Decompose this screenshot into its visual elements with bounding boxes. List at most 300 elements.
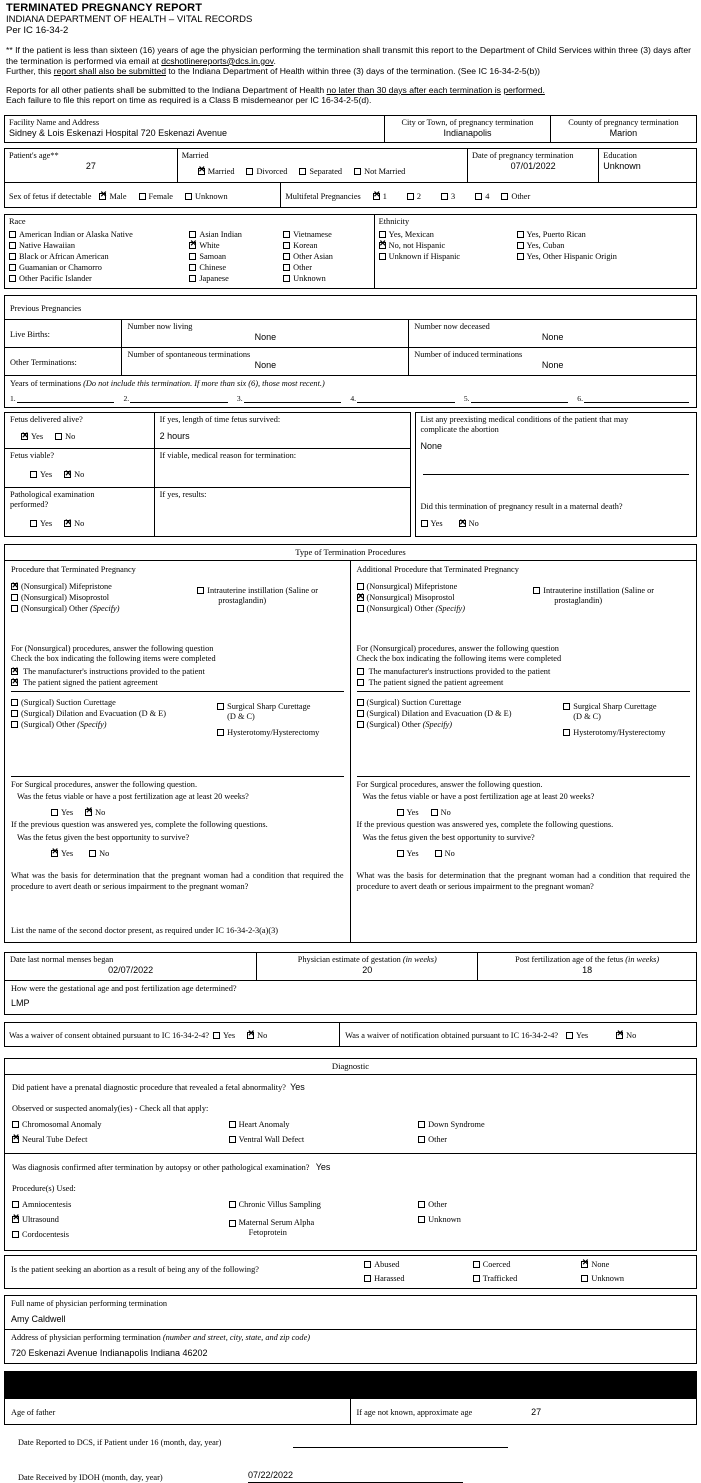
ethnicity-option-2-label: Unknown if Hispanic [388, 251, 461, 261]
left-nonsurg-2-label: (Nonsurgical) Other [21, 604, 88, 614]
left-nonsurg-1-label: (Nonsurgical) Misoprostol [21, 593, 110, 603]
sex-option-1[interactable] [139, 191, 173, 202]
left-nonsurg-0[interactable] [11, 581, 197, 592]
dcs-date-value[interactable] [293, 1438, 508, 1448]
waiver-notification-yes[interactable] [566, 1030, 588, 1041]
multifetal-option-0[interactable] [373, 191, 387, 202]
fetus-delivered-yes[interactable] [21, 431, 43, 442]
race-option-5-label: Asian Indian [199, 229, 242, 239]
checkbox-icon[interactable] [364, 1261, 371, 1268]
years-input-1[interactable] [130, 394, 228, 403]
checkbox-icon[interactable] [229, 1136, 236, 1143]
patho-results-cell[interactable] [155, 488, 410, 536]
checkbox-icon[interactable] [217, 703, 224, 710]
checkbox-icon[interactable] [85, 809, 92, 816]
fetus-viable-options [10, 464, 149, 482]
left-nonsurg-item-0[interactable] [11, 666, 344, 677]
checkbox-icon[interactable] [189, 253, 196, 260]
right-surg-q2-yes[interactable] [397, 848, 419, 859]
right-surg-q1-yes[interactable] [397, 807, 419, 818]
marital-option-3[interactable] [354, 166, 405, 177]
maternal-death-yes[interactable] [421, 518, 443, 529]
proc-cordocentesis[interactable] [12, 1229, 229, 1240]
waiver-consent-yes[interactable] [213, 1030, 235, 1041]
proc-ultrasound-label: Ultrasound [22, 1214, 59, 1224]
checkbox-icon[interactable] [9, 264, 16, 271]
checkbox-icon[interactable] [11, 594, 18, 601]
live-births-label-cell [5, 320, 122, 347]
right-intrauterine-block [533, 581, 690, 614]
years-field-0[interactable] [10, 394, 123, 404]
checkbox-icon[interactable] [12, 1136, 19, 1143]
patient-age-value: 27 [85, 160, 96, 171]
checkbox-icon[interactable] [473, 1261, 480, 1268]
estimate-label-row [262, 955, 472, 965]
anomaly-chromosomal-label: Chromosomal Anomaly [22, 1119, 102, 1129]
checkbox-icon[interactable] [459, 520, 466, 527]
ethnicity-option-3[interactable] [517, 229, 692, 240]
right-surg-2[interactable] [357, 719, 564, 730]
now-deceased-cell[interactable] [409, 320, 696, 347]
checkbox-icon[interactable] [11, 668, 18, 675]
multifetal-option-1[interactable] [407, 191, 421, 202]
checkbox-icon[interactable] [64, 520, 71, 527]
race-option-1[interactable] [9, 240, 189, 251]
years-input-0[interactable] [17, 394, 115, 403]
right-surg-sharp[interactable] [563, 702, 656, 722]
checkbox-icon[interactable] [64, 471, 71, 478]
checkbox-icon[interactable] [185, 193, 192, 200]
proc-unknown[interactable] [418, 1214, 689, 1225]
right-nonsurg-2[interactable] [357, 603, 534, 614]
race-option-10[interactable] [283, 229, 370, 240]
left-surg-1-label: (Surgical) Dilation and Evacuation (D & E) [21, 709, 167, 719]
patho-no[interactable] [64, 518, 84, 529]
checkbox-icon[interactable] [357, 699, 364, 706]
race-option-7[interactable] [189, 251, 283, 262]
city-value: Indianapolis [443, 127, 492, 138]
left-spacer-1 [11, 614, 344, 644]
checkbox-icon[interactable] [418, 1121, 425, 1128]
race-title: Race [9, 216, 26, 226]
left-nonsurg-1[interactable] [11, 592, 197, 603]
coercion-coerced[interactable] [473, 1259, 582, 1270]
physician-name-label: Full name of physician performing termination [11, 1298, 167, 1308]
checkbox-icon[interactable] [12, 1201, 19, 1208]
checkbox-icon[interactable] [616, 1032, 623, 1039]
race-option-0[interactable] [9, 229, 189, 240]
checkbox-icon[interactable] [229, 1121, 236, 1128]
left-nonsurg-0-label: (Nonsurgical) Mifepristone [21, 582, 112, 592]
checkbox-icon[interactable] [51, 850, 58, 857]
left-surg-sharp-text [227, 702, 310, 722]
right-nonsurg-item-0[interactable] [357, 666, 691, 677]
race-cell [5, 215, 375, 288]
marital-option-1[interactable] [246, 166, 287, 177]
multifetal-option-3[interactable] [475, 191, 489, 202]
checkbox-icon[interactable] [397, 809, 404, 816]
race-option-5[interactable] [189, 229, 283, 240]
coercion-unknown-label: Unknown [591, 1273, 625, 1283]
checkbox-icon[interactable] [501, 193, 508, 200]
race-option-2[interactable] [9, 251, 189, 262]
right-surg-q1: Was the fetus viable or have a post fertilization age at least 20 weeks? [362, 791, 595, 801]
left-surg-sharp[interactable] [217, 702, 310, 722]
anomaly-heart-label: Heart Anomaly [238, 1119, 290, 1129]
checkbox-icon[interactable] [9, 231, 16, 238]
right-surg-q2-no[interactable] [435, 848, 455, 859]
checkbox-icon[interactable] [357, 605, 364, 612]
years-field-1[interactable] [123, 394, 236, 404]
checkbox-icon[interactable] [9, 253, 16, 260]
checkbox-icon[interactable] [397, 850, 404, 857]
right-nonsurg-0[interactable] [357, 581, 534, 592]
ethnicity-option-5-label: Yes, Other Hispanic Origin [526, 251, 617, 261]
patient-age-cell[interactable] [5, 149, 178, 182]
left-intrauterine[interactable] [197, 586, 318, 606]
checkbox-icon[interactable] [247, 1032, 254, 1039]
checkbox-icon[interactable] [11, 721, 18, 728]
patho-yes-label: Yes [40, 519, 53, 529]
checkbox-icon[interactable] [421, 520, 428, 527]
checkbox-icon[interactable] [283, 242, 290, 249]
checkbox-icon[interactable] [475, 193, 482, 200]
physician-name-cell[interactable] [5, 1296, 696, 1330]
checkbox-icon[interactable] [418, 1136, 425, 1143]
left-intrauterine-text [207, 586, 318, 606]
race-option-11[interactable] [283, 240, 370, 251]
checkbox-icon[interactable] [21, 433, 28, 440]
checkbox-icon[interactable] [357, 679, 364, 686]
education-cell[interactable] [599, 149, 696, 182]
years-input-3[interactable] [357, 394, 455, 403]
checkbox-icon[interactable] [357, 710, 364, 717]
right-hysterotomy[interactable] [563, 727, 690, 738]
checkbox-icon[interactable] [189, 242, 196, 249]
years-number-0: 1. [10, 393, 16, 403]
race-option-3[interactable] [9, 262, 189, 273]
checkbox-icon[interactable] [581, 1261, 588, 1268]
waiver-consent-no-label: No [257, 1030, 268, 1040]
right-nonsurg-options [357, 581, 534, 614]
approx-age-cell[interactable] [351, 1399, 697, 1424]
checkbox-icon[interactable] [357, 583, 364, 590]
checkbox-icon[interactable] [9, 275, 16, 282]
checkbox-icon[interactable] [229, 1201, 236, 1208]
multifetal-option-4[interactable] [501, 191, 530, 202]
checkbox-icon[interactable] [563, 703, 570, 710]
coercion-coerced-label: Coerced [482, 1259, 511, 1269]
anomaly-other[interactable] [418, 1134, 689, 1145]
fetus-left-box [4, 412, 411, 537]
determined-cell[interactable] [5, 981, 696, 1014]
race-option-9[interactable] [189, 273, 283, 284]
checkbox-icon[interactable] [357, 594, 364, 601]
race-option-6-label: White [199, 240, 220, 250]
years-of-terminations-block [5, 376, 696, 408]
race-option-6[interactable] [189, 240, 283, 251]
facility-name-cell[interactable] [5, 116, 385, 142]
anomaly-chromosomal[interactable] [12, 1119, 229, 1130]
checkbox-icon[interactable] [12, 1216, 19, 1223]
marital-option-3-label: Not Married [364, 166, 406, 176]
left-surg-1[interactable] [11, 708, 217, 719]
left-surg-q2-no[interactable] [89, 848, 109, 859]
checkbox-icon[interactable] [189, 231, 196, 238]
patho-yes[interactable] [30, 518, 52, 529]
race-option-13[interactable] [283, 262, 370, 273]
left-surg-sharp-label-1: Surgical Sharp Curettage [227, 701, 311, 711]
now-living-cell[interactable] [122, 320, 409, 347]
fetus-survived-cell[interactable] [155, 413, 410, 448]
patho-options [10, 513, 149, 531]
checkbox-icon[interactable] [12, 1121, 19, 1128]
multifetal-option-2[interactable] [441, 191, 455, 202]
left-surg-q2-yes[interactable] [51, 848, 73, 859]
marital-status-cell[interactable] [178, 149, 468, 182]
fetus-viable-no[interactable] [64, 469, 84, 480]
marital-option-0[interactable] [198, 166, 235, 177]
checkbox-icon[interactable] [283, 264, 290, 271]
years-input-4[interactable] [471, 394, 569, 403]
years-input-5[interactable] [584, 394, 689, 403]
years-number-3: 4. [350, 393, 357, 403]
checkbox-icon[interactable] [11, 583, 18, 590]
left-nonsurg-item-1[interactable] [11, 677, 344, 688]
checkbox-icon[interactable] [373, 193, 380, 200]
checkbox-icon[interactable] [533, 587, 540, 594]
sex-option-2[interactable] [185, 191, 228, 202]
checkbox-icon[interactable] [217, 729, 224, 736]
left-surg-2[interactable] [11, 719, 217, 730]
multifetal-cell[interactable] [281, 183, 696, 207]
coercion-trafficked[interactable] [473, 1273, 582, 1284]
checkbox-icon[interactable] [189, 264, 196, 271]
checkbox-icon[interactable] [473, 1275, 480, 1282]
patho-label-1: Pathological examination [10, 490, 95, 500]
anomaly-ventral-wall-label: Ventral Wall Defect [238, 1134, 305, 1144]
checkbox-icon[interactable] [11, 605, 18, 612]
viable-reason-cell[interactable] [155, 449, 410, 487]
anomaly-neural-tube[interactable] [12, 1134, 229, 1145]
waiver-consent-label: Was a waiver of consent obtained pursuant to IC 16-34-2-4? [9, 1030, 210, 1040]
checkbox-icon[interactable] [89, 850, 96, 857]
anomaly-down-syndrome[interactable] [418, 1119, 689, 1130]
confirmed-question-row [12, 1162, 689, 1173]
checkbox-icon[interactable] [189, 275, 196, 282]
waiver-consent-yes-label: Yes [223, 1030, 236, 1040]
checkbox-icon[interactable] [357, 721, 364, 728]
checkbox-icon[interactable] [581, 1275, 588, 1282]
checkbox-icon[interactable] [517, 253, 524, 260]
checkbox-icon[interactable] [517, 242, 524, 249]
preexisting-cell[interactable] [416, 413, 697, 498]
ethnicity-option-3-label: Yes, Puerto Rican [526, 229, 586, 239]
coercion-abused[interactable] [364, 1259, 473, 1270]
checkbox-icon[interactable] [30, 520, 37, 527]
race-option-12[interactable] [283, 251, 370, 262]
checkbox-icon[interactable] [517, 231, 524, 238]
fetus-delivered-no[interactable] [55, 431, 75, 442]
checkbox-icon[interactable] [55, 433, 62, 440]
years-field-4[interactable] [464, 394, 577, 404]
checkbox-icon[interactable] [139, 193, 146, 200]
checkbox-icon[interactable] [246, 168, 253, 175]
checkbox-icon[interactable] [418, 1201, 425, 1208]
left-surg-q1-no[interactable] [85, 807, 105, 818]
checkbox-icon[interactable] [441, 193, 448, 200]
checkbox-icon[interactable] [407, 193, 414, 200]
left-intrauterine-block [197, 581, 343, 614]
city-cell[interactable] [385, 116, 551, 142]
ethnicity-option-0[interactable] [379, 229, 517, 240]
checkbox-icon[interactable] [379, 231, 386, 238]
checkbox-icon[interactable] [197, 587, 204, 594]
waiver-consent-cell [5, 1023, 340, 1046]
waiver-consent-no[interactable] [247, 1030, 267, 1041]
left-surg-q1-yes-label: Yes [61, 807, 74, 817]
postfert-cell[interactable] [478, 953, 696, 980]
father-age-cell[interactable] [5, 1399, 351, 1424]
waiver-notification-no[interactable] [616, 1030, 636, 1041]
checkbox-icon[interactable] [379, 242, 386, 249]
maternal-death-options [421, 513, 692, 531]
checkbox-icon[interactable] [283, 275, 290, 282]
induced-cell[interactable] [409, 348, 696, 375]
termination-date-value: 07/01/2022 [510, 160, 556, 171]
years-input-2[interactable] [244, 394, 342, 403]
checkbox-icon[interactable] [299, 168, 306, 175]
right-intrauterine[interactable] [533, 586, 654, 606]
coercion-unknown[interactable] [581, 1273, 690, 1284]
years-label-italic: (Do not include this termination. If more than six (6), those most recent.) [83, 378, 325, 388]
marital-option-2[interactable] [299, 166, 342, 177]
checkbox-icon[interactable] [431, 809, 438, 816]
checkbox-icon[interactable] [354, 168, 361, 175]
approx-age-value: 27 [531, 1406, 542, 1417]
document-header [0, 0, 701, 36]
menses-cell[interactable] [5, 953, 257, 980]
physician-address-cell[interactable] [5, 1330, 696, 1363]
idoh-date-value[interactable]: 07/22/2022 [248, 1470, 463, 1483]
fetus-delivered-yes-label: Yes [31, 432, 44, 442]
checkbox-icon[interactable] [213, 1032, 220, 1039]
fetus-viable-yes[interactable] [30, 469, 52, 480]
checkbox-icon[interactable] [51, 809, 58, 816]
checkbox-icon[interactable] [229, 1220, 236, 1227]
fetus-viable-cell [5, 449, 155, 487]
checkbox-icon[interactable] [11, 699, 18, 706]
coercion-abused-label: Abused [374, 1259, 400, 1269]
right-rule-2 [357, 776, 691, 777]
fetus-sex-cell[interactable] [5, 183, 281, 207]
proc-amniocentesis[interactable] [12, 1199, 229, 1210]
sex-option-0[interactable] [99, 191, 126, 202]
checkbox-icon[interactable] [9, 242, 16, 249]
spontaneous-cell[interactable] [122, 348, 409, 375]
city-label: City or Town, of pregnancy termination [401, 117, 534, 127]
left-nonsurg-q2: Check the box indicating the following items were completed [11, 654, 216, 664]
ethnicity-option-1[interactable] [379, 240, 517, 251]
proc-maternal-serum[interactable] [229, 1218, 315, 1238]
now-living-value: None [254, 331, 277, 342]
estimate-cell[interactable] [257, 953, 478, 980]
race-option-8[interactable] [189, 262, 283, 273]
left-surg-q1-yes[interactable] [51, 807, 73, 818]
ethnicity-option-2[interactable] [379, 251, 517, 262]
right-surg-1[interactable] [357, 708, 564, 719]
left-nonsurg-2[interactable] [11, 603, 197, 614]
termination-date-cell[interactable] [468, 149, 599, 182]
anomaly-heart[interactable] [229, 1119, 419, 1130]
maternal-death-no[interactable] [459, 518, 479, 529]
race-option-14[interactable] [283, 273, 370, 284]
checkbox-icon[interactable] [283, 231, 290, 238]
right-surg-q1-no[interactable] [431, 807, 451, 818]
checkbox-icon[interactable] [364, 1275, 371, 1282]
procedures-used-label: Procedure(s) Used: [12, 1183, 76, 1193]
race-option-7-label: Samoan [199, 251, 227, 261]
checkbox-icon[interactable] [563, 729, 570, 736]
race-option-4[interactable] [9, 273, 189, 284]
ethnicity-option-4[interactable] [517, 240, 692, 251]
checkbox-icon[interactable] [357, 668, 364, 675]
checkbox-icon[interactable] [12, 1231, 19, 1238]
estimate-label-italic: (in weeks) [402, 954, 437, 964]
right-surg-q1-no-label: No [440, 807, 451, 817]
county-cell[interactable] [551, 116, 696, 142]
checkbox-icon[interactable] [99, 193, 106, 200]
proc-chronic-villus[interactable] [229, 1199, 419, 1210]
proc-other[interactable] [418, 1199, 689, 1210]
race-option-0-label: American Indian or Alaska Native [19, 229, 133, 239]
approx-age-label: If age not known, approximate age [356, 1407, 473, 1417]
right-nonsurg-item-0-label: The manufacturer's instructions provided to the patient [368, 667, 551, 677]
years-field-3[interactable] [350, 394, 463, 404]
checkbox-icon[interactable] [11, 679, 18, 686]
diagnostic-anomaly-block [5, 1075, 696, 1154]
checkbox-icon[interactable] [418, 1216, 425, 1223]
years-field-5[interactable] [577, 394, 690, 404]
left-second-doctor-label: List the name of the second doctor present, as required under IC 16-34-2-3(a)(3) [11, 925, 279, 935]
checkbox-icon[interactable] [379, 253, 386, 260]
checkbox-icon[interactable] [283, 253, 290, 260]
left-surg-0[interactable] [11, 697, 217, 708]
proc-ultrasound[interactable] [12, 1214, 229, 1225]
checkbox-icon[interactable] [566, 1032, 573, 1039]
ethnicity-column-2 [517, 229, 692, 262]
coercion-none[interactable] [581, 1259, 690, 1270]
checkbox-icon[interactable] [198, 168, 205, 175]
anomaly-ventral-wall[interactable] [229, 1134, 419, 1145]
intro-p1-text: ** If the patient is less than sixteen (16) years of age the physician performing the termination shall transmit this report to the Department of Child Services within three (3) days after the termination is performed via email at [6, 45, 691, 66]
years-field-2[interactable] [237, 394, 350, 404]
intro-p1-end: . [273, 55, 276, 66]
ethnicity-option-5[interactable] [517, 251, 692, 262]
right-surg-0[interactable] [357, 697, 564, 708]
left-hysterotomy[interactable] [217, 727, 343, 738]
checkbox-icon[interactable] [30, 471, 37, 478]
dcs-email-link[interactable]: dcshotlinereports@dcs.in.gov [161, 55, 274, 66]
postfert-label: Post fertilization age of the fetus [515, 954, 624, 964]
coercion-harassed[interactable] [364, 1273, 473, 1284]
coercion-row [5, 1256, 696, 1288]
checkbox-icon[interactable] [11, 710, 18, 717]
checkbox-icon[interactable] [435, 850, 442, 857]
right-nonsurg-1[interactable] [357, 592, 534, 603]
left-surg-2-label: (Surgical) Other [21, 720, 75, 730]
right-nonsurg-item-1[interactable] [357, 677, 691, 688]
